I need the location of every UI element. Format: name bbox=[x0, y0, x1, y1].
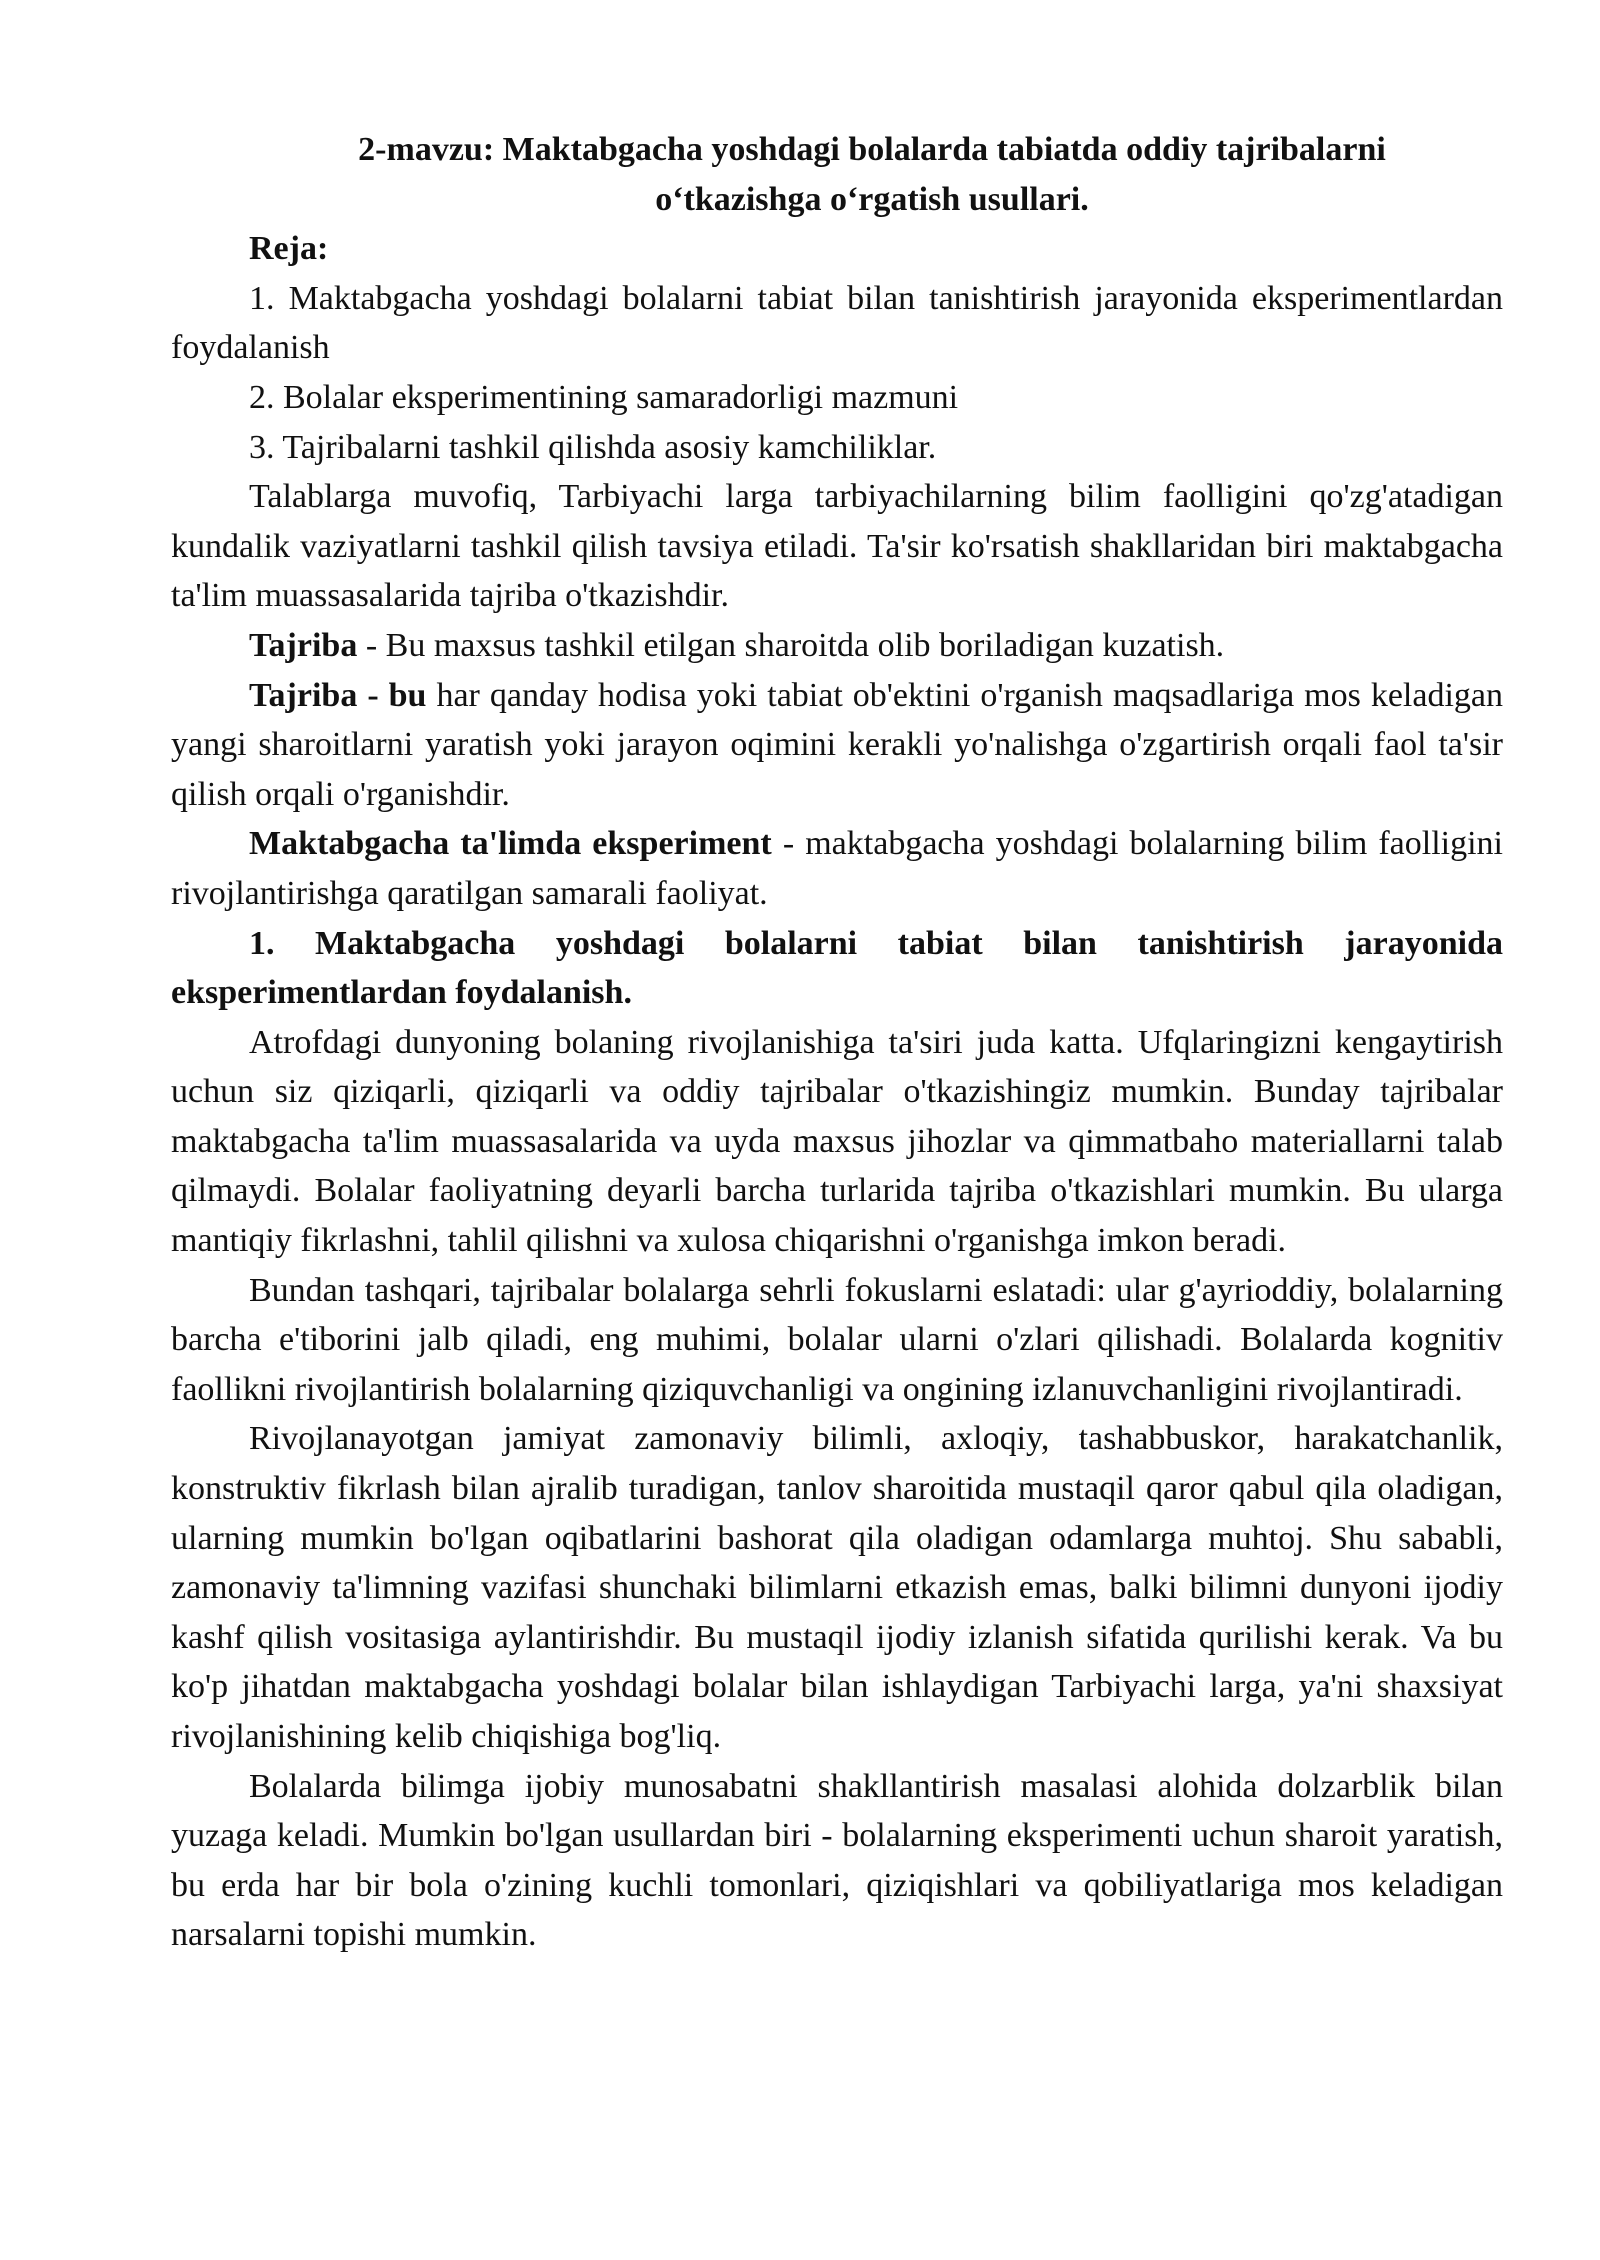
definition-2 bbox=[171, 671, 1503, 820]
section-1-paragraph-2: Bundan tashqari, tajribalar bolalarga sehrli fokuslarni eslatadi: ular g'ayrioddiy, bolalarning barcha e'tiborini jalb qiladi, eng muhimi, bolalar ularni o'zlari qilishadi. Bolalarda kognitiv faollikni rivojlantirish bolalarning qiziquvchanligi va ongining izlanuvchanligini rivojlantiradi. bbox=[171, 1271, 1503, 1408]
definition-2-text: har qanday hodisa yoki tabiat ob'ektini o'rganish maqsadlariga mos keladigan yangi sharoitlarni yaratish yoki jarayon oqimini kerakli yo'nalishga o'zgartirish orqali faol ta'sir qilish orqali o'rganishdir. bbox=[171, 676, 1504, 813]
document-page bbox=[171, 125, 1503, 1960]
definition-3-term: Maktabgacha ta'limda eksperiment bbox=[249, 825, 772, 863]
definition-1-text: - Bu maxsus tashkil etilgan sharoitda olib boriladigan kuzatish. bbox=[357, 626, 1225, 664]
section-1-paragraph-1: Atrofdagi dunyoning bolaning rivojlanishiga ta'siri juda katta. Ufqlaringizni kengaytirish uchun siz qiziqarli, qiziqarli va oddiy tajribalar o'tkazishingiz mumkin. Bunday tajribalar maktabgacha ta'lim muassasalarida va uyda maxsus jihozlar va qimmatbaho materiallarni talab qilmaydi. Bolalar faoliyatning deyarli barcha turlarida tajriba o'tkazishlari mumkin. Bu ularga mantiqiy fikrlashni, tahlil qilishni va xulosa chiqarishni o'rganishga imkon beradi. bbox=[171, 1023, 1503, 1260]
section-1-paragraph-4: Bolalarda bilimga ijobiy munosabatni shakllantirish masalasi alohida dolzarblik bilan yuzaga keladi. Mumkin bo'lgan usullardan biri - bolalarning eksperimenti uchun sharoit yaratish, bu erda har bir bola o'zining kuchli tomonlari, qiziqishlari va qobiliyatlariga mos keladigan narsalarni topishi mumkin. bbox=[171, 1767, 1503, 1954]
title-line-1: 2-mavzu: Maktabgacha yoshdagi bolalarda tabiatda oddiy tajribalarni bbox=[358, 131, 1386, 168]
definition-3 bbox=[171, 819, 1503, 918]
section-1-heading: 1. Maktabgacha yoshdagi bolalarni tabiat bilan tanishtirish jarayonida eksperimentlardan foydalanish. bbox=[171, 924, 1503, 1012]
intro-paragraph: Talablarga muvofiq, Tarbiyachi larga tarbiyachilarning bilim faolligini qo'zg'atadigan kundalik vaziyatlarni tashkil qilish tavsiya etiladi. Ta'sir ko'rsatish shakllaridan biri maktabgacha ta'lim muassasalarida tajriba o'tkazishdir. bbox=[171, 478, 1503, 615]
plan-item-1: 1. Maktabgacha yoshdagi bolalarni tabiat bilan tanishtirish jarayonida eksperimentlardan foydalanish bbox=[171, 279, 1503, 367]
definition-1-term: Tajriba bbox=[249, 626, 358, 664]
title-line-2: o‘tkazishga o‘rgatish usullari. bbox=[655, 180, 1089, 218]
plan-item-2: 2. Bolalar eksperimentining samaradorligi mazmuni bbox=[249, 378, 959, 416]
definition-2-term: Tajriba - bu bbox=[249, 676, 427, 714]
plan-item-3: 3. Tajribalarni tashkil qilishda asosiy kamchiliklar. bbox=[249, 428, 937, 466]
plan-label: Reja: bbox=[249, 230, 329, 268]
definition-1 bbox=[171, 621, 1503, 671]
definition-3-text: - maktabgacha yoshdagi bolalarning bilim faolligini rivojlantirishga qaratilgan samarali faoliyat. bbox=[171, 825, 1503, 912]
section-1-paragraph-3: Rivojlanayotgan jamiyat zamonaviy bilimli, axloqiy, tashabbuskor, harakatchanlik, konstruktiv fikrlash bilan ajralib turadigan, tanlov sharoitida mustaqil qaror qabul qila oladigan, ularning mumkin bo'lgan oqibatlarini bashorat qila oladigan odamlarga muhtoj. Shu sababli, zamonaviy ta'limning vazifasi shunchaki bilimlarni etkazish emas, balki bilimni dunyoni ijodiy kashf qilish vositasiga aylantirishdir. Bu mustaqil ijodiy izlanish sifatida qurilishi kerak. Va bu ko'p jihatdan maktabgacha yoshdagi bolalar bilan ishlaydigan Tarbiyachi larga, ya'ni shaxsiyat rivojlanishining kelib chiqishiga bog'liq. bbox=[171, 1420, 1503, 1755]
document-title bbox=[171, 125, 1503, 224]
